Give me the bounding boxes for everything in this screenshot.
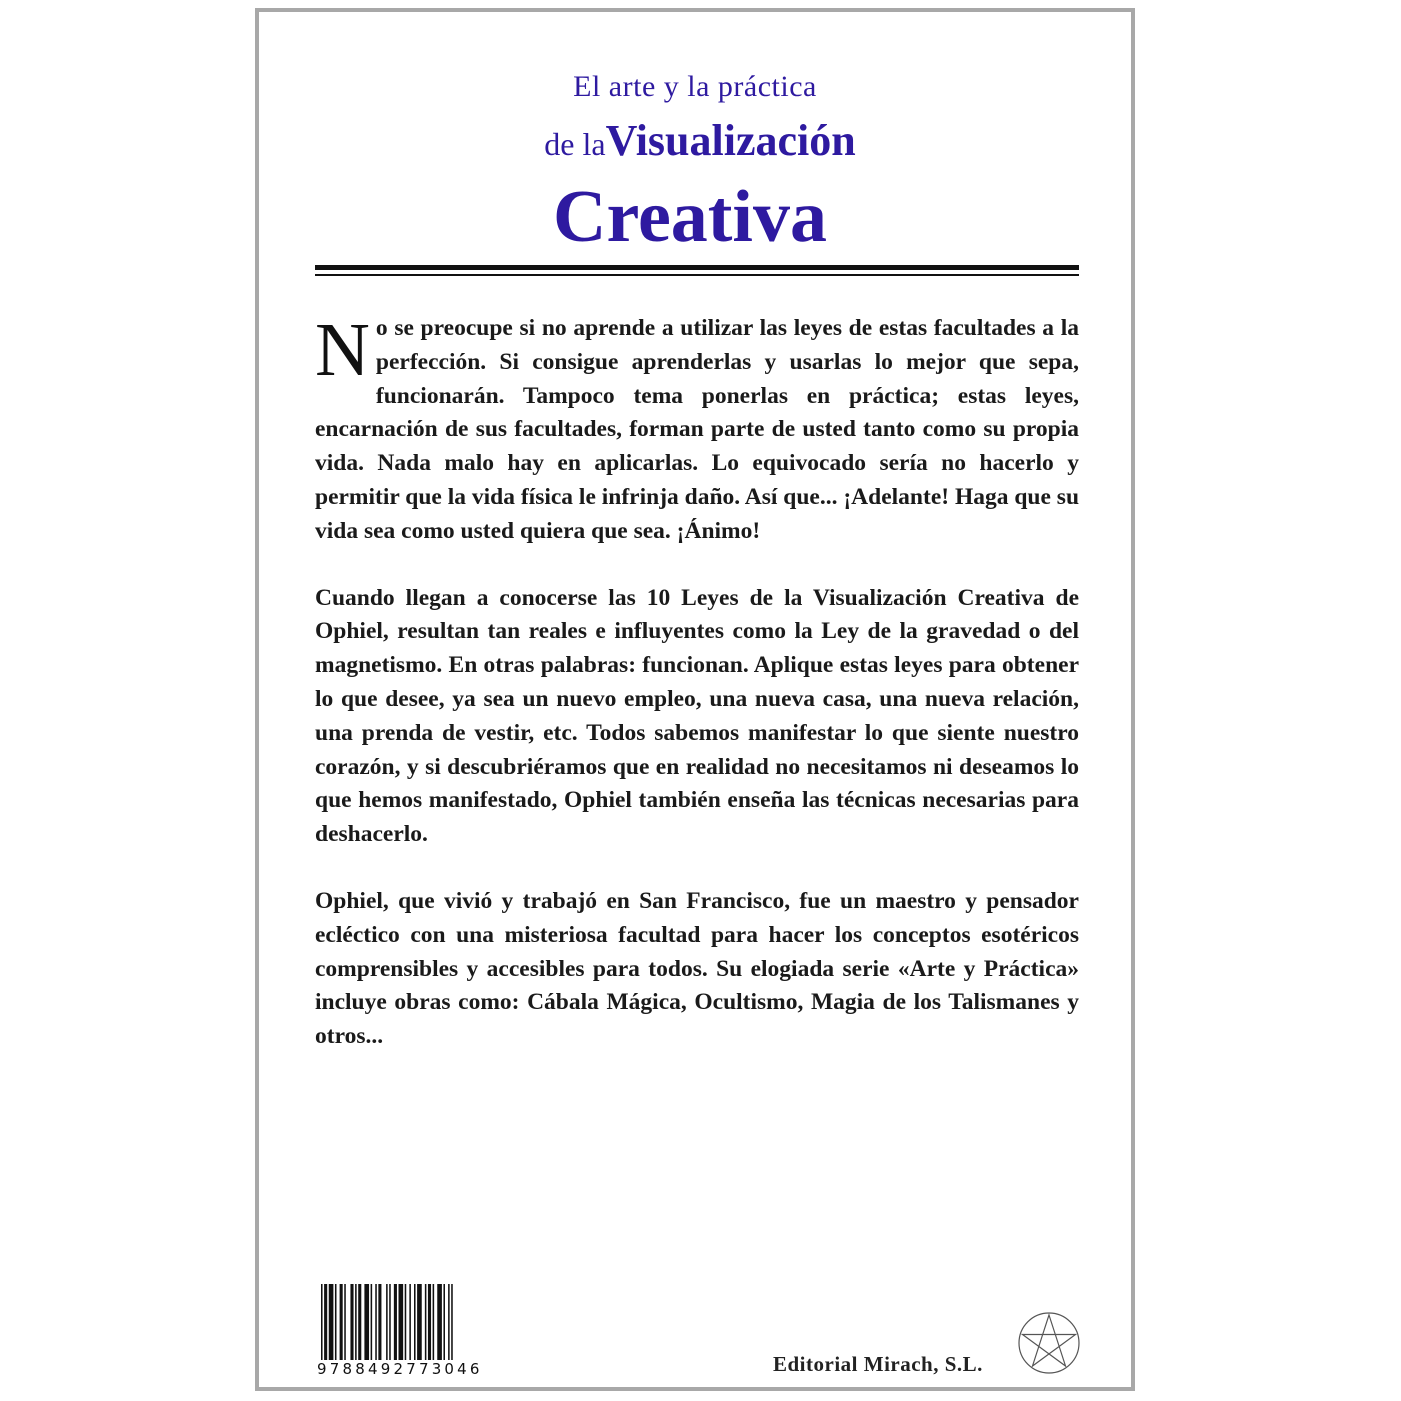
barcode-bar xyxy=(399,1284,404,1364)
paragraph-1 xyxy=(315,308,1080,549)
barcode-bar xyxy=(350,1284,353,1364)
barcode-bar xyxy=(344,1284,346,1364)
barcode-bar xyxy=(378,1284,381,1364)
barcode-bar xyxy=(371,1284,373,1364)
divider-thick xyxy=(315,265,1079,270)
isbn-number: 9788492773046 xyxy=(317,1360,483,1378)
barcode-bar xyxy=(340,1284,343,1364)
barcode-bar xyxy=(433,1284,435,1364)
barcode-bar xyxy=(409,1284,411,1364)
pentagram-icon xyxy=(1017,1310,1081,1376)
barcode-bar xyxy=(324,1284,327,1364)
paragraph-1-text: o se preocupe si no aprende a utilizar las leyes de estas facultades a la perfección. Si consigue aprenderlas y usarlas lo mejor que sepa, funcionarán. Tampoco tema ponerlas en práctica; estas leyes, encarnación de sus facultades, forman parte de usted tanto como su propia vida. Nada malo hay en aplicarlas. Lo equivocado sería no hacerlo y permitir que la vida física le infrinja daño. Así que... ¡Adelante! Haga que su vida sea como usted quiera que sea. ¡Ánimo! xyxy=(315,315,1080,544)
title-line-2-small: de la xyxy=(544,126,606,162)
title-line-2-big: Visualización xyxy=(605,116,856,165)
barcode-bar xyxy=(414,1284,416,1364)
barcode-bar xyxy=(335,1284,337,1364)
title-line-1: El arte y la práctica xyxy=(573,70,817,103)
barcode-bar xyxy=(405,1284,407,1364)
barcode-bar xyxy=(437,1284,442,1364)
barcode-bar xyxy=(448,1284,450,1364)
paragraph-3: Ophiel, que vivió y trabajó en San Francisco, fue un maestro y pensador ecléctico con una misteriosa facultad para hacer los conceptos esotéricos comprensibles y accesibles para todos. Su elogiada serie «Arte y Práctica» incluye obras como: Cábala Mágica, Ocultismo, Magia de los Talismanes y otros... xyxy=(315,887,1079,1050)
publisher-name: Editorial Mirach, S.L. xyxy=(773,1352,983,1376)
drop-cap: N xyxy=(315,308,370,392)
title-line-2 xyxy=(259,113,1131,179)
book-back-cover xyxy=(255,8,1135,1391)
barcode-bar xyxy=(355,1284,357,1364)
barcode-bar xyxy=(329,1284,334,1364)
blurb xyxy=(315,308,1080,1087)
barcode-bar xyxy=(425,1284,427,1364)
paragraph-2: Cuando llegan a conocerse las 10 Leyes de la Visualización Creativa de Ophiel, resultan tan reales e influyentes como la Ley de la gravedad o del magnetismo. En otras palabras: funcionan. Aplique estas leyes para obtener lo que desee, ya sea un nuevo empleo, una nueva casa, una nueva relación, una prenda de vestir, etc. Todos sabemos manifestar lo que siente nuestro corazón, y si descubriéramos que en realidad no necesitamos ni deseamos lo que hemos manifestado, Ophiel también enseña las técnicas necesarias para deshacerlo. xyxy=(315,584,1079,848)
barcode-bar xyxy=(375,1284,377,1364)
divider-thin xyxy=(315,274,1079,276)
barcode-bar xyxy=(389,1284,391,1364)
title-line-3: Creativa xyxy=(553,176,827,258)
barcode-bar xyxy=(358,1284,361,1364)
barcode-bar xyxy=(417,1284,422,1364)
barcode-bar xyxy=(364,1284,369,1364)
book-title xyxy=(259,67,1131,257)
barcode-bar xyxy=(428,1284,431,1364)
barcode-bar xyxy=(394,1284,397,1364)
barcode-bar xyxy=(386,1284,388,1364)
barcode-bar xyxy=(443,1284,445,1364)
